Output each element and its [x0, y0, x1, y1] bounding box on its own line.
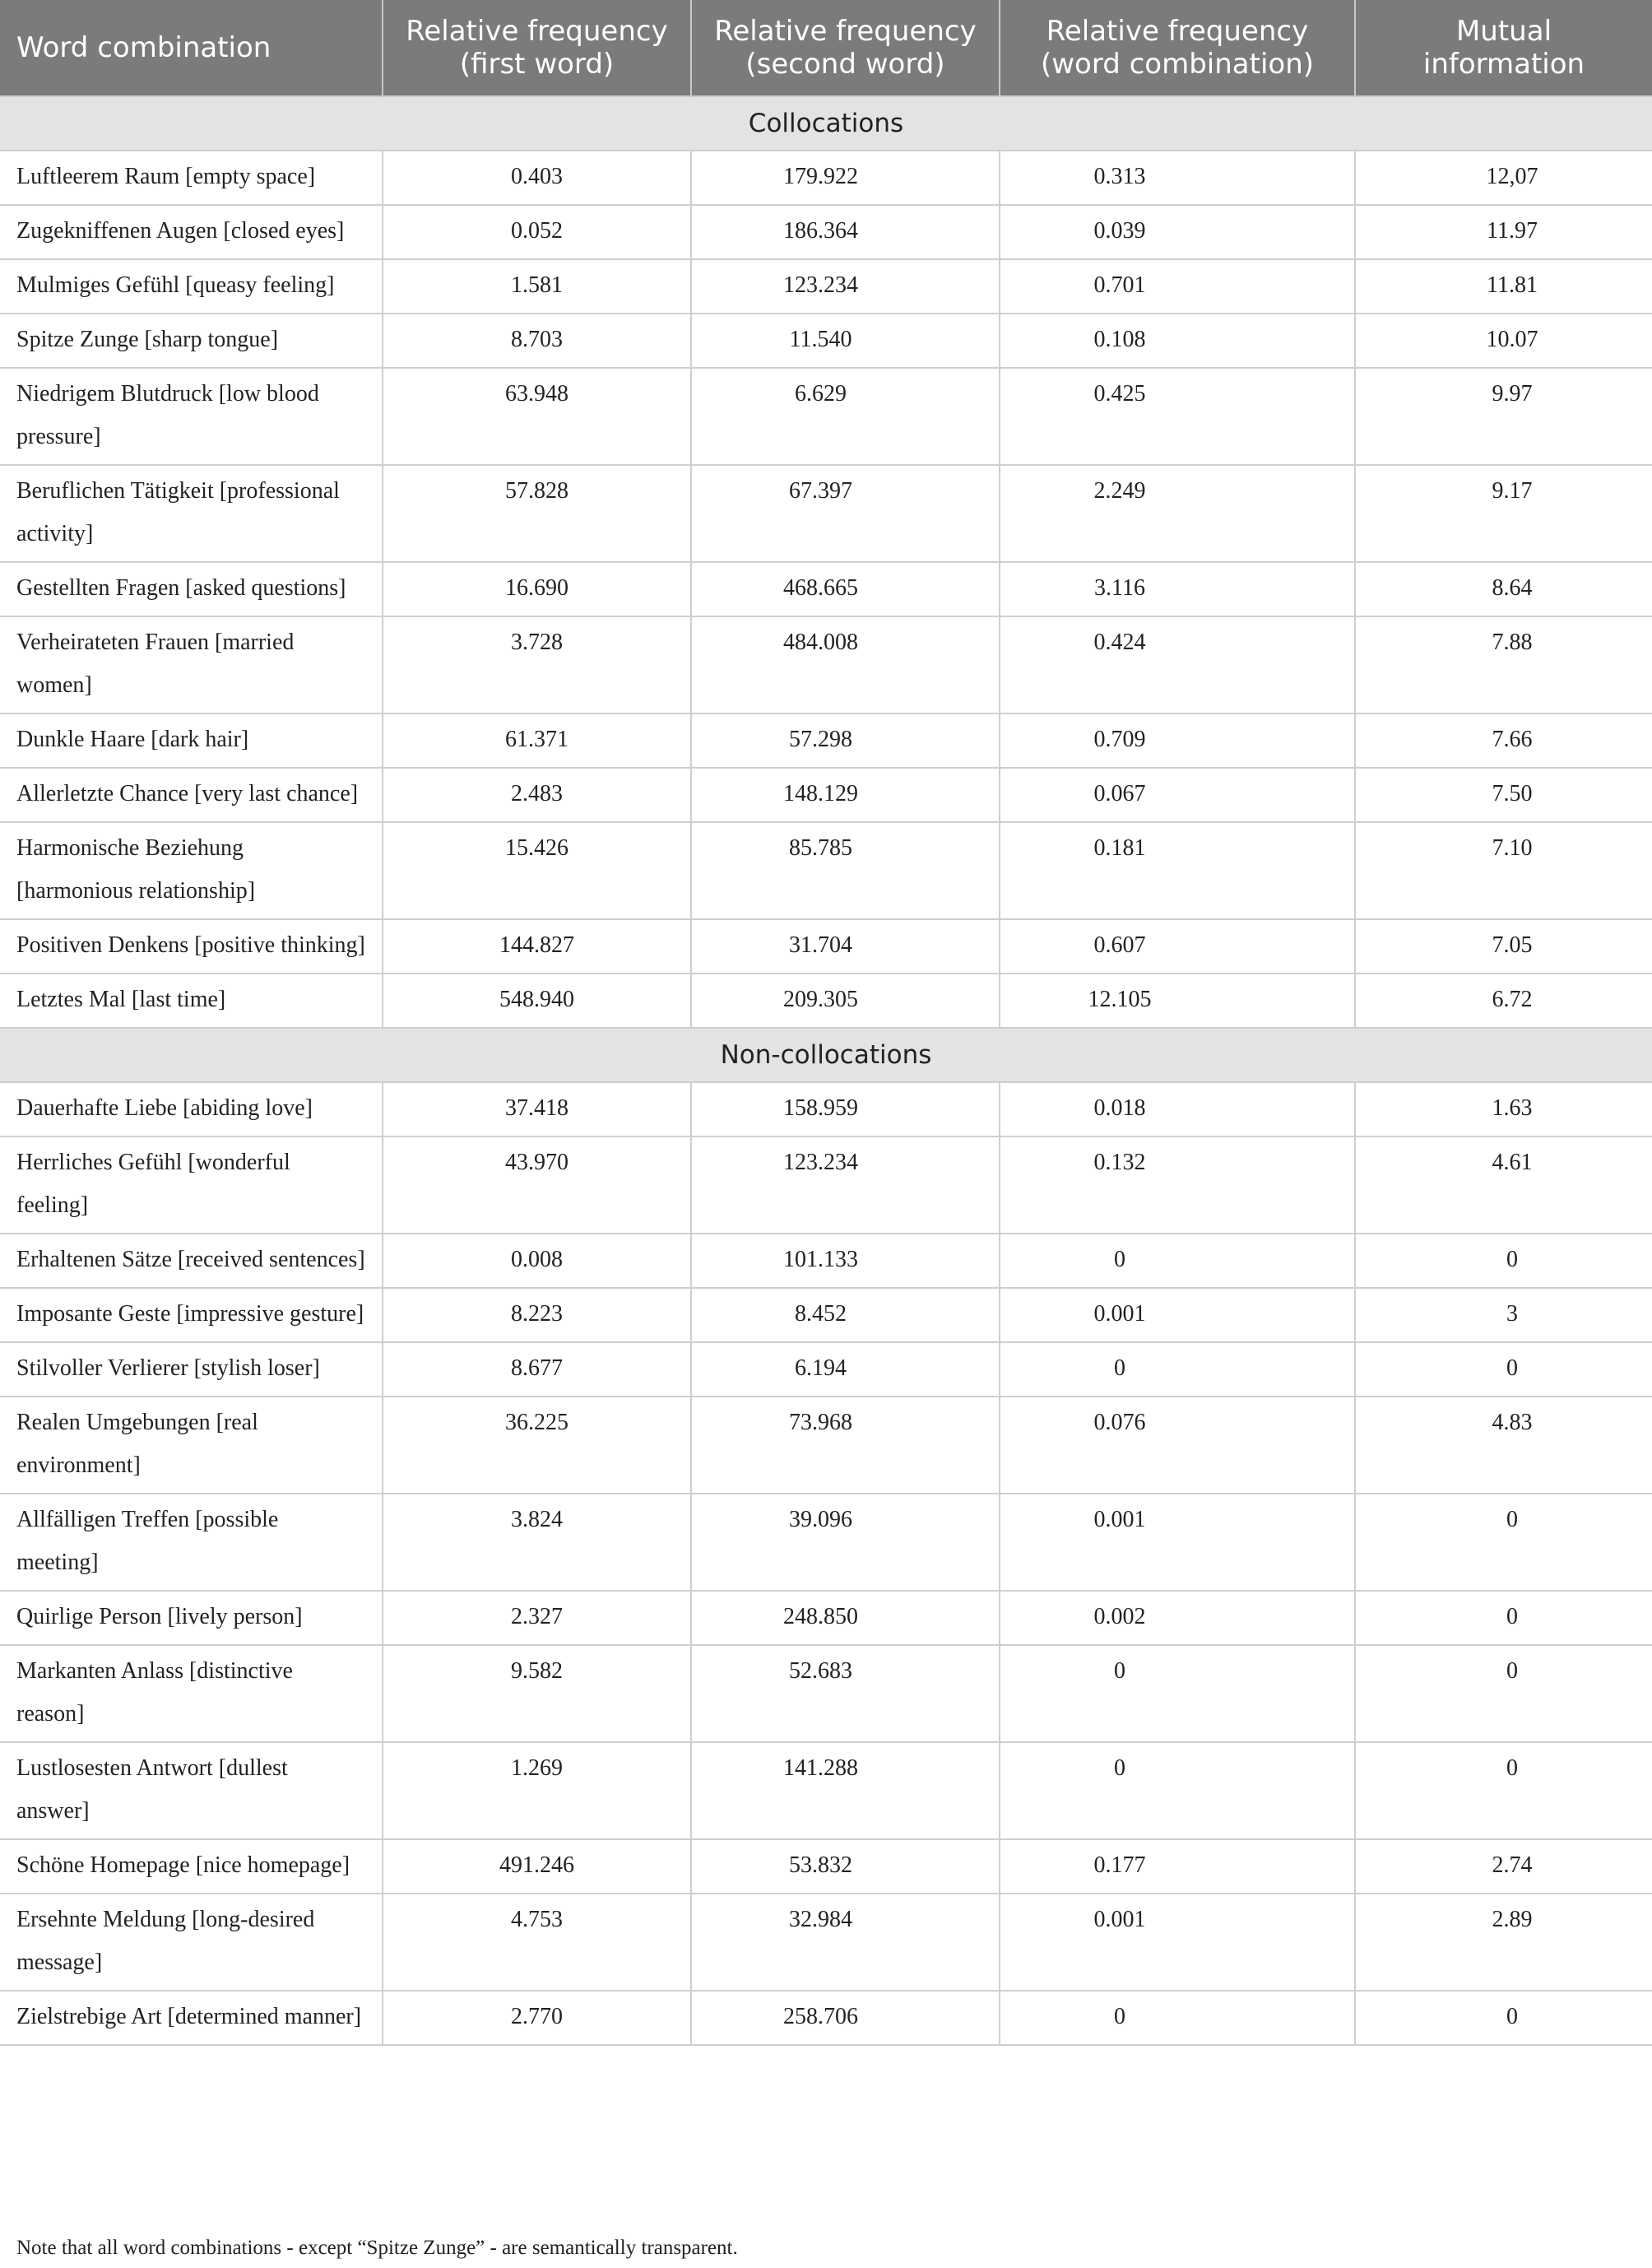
rel-freq-first-cell: 2.483 [383, 768, 691, 822]
rel-freq-first-cell: 3.824 [383, 1494, 691, 1591]
rel-freq-second-cell: 53.832 [691, 1839, 1000, 1894]
word-combination-cell: Zielstrebige Art [determined manner] [0, 1991, 383, 2045]
rel-freq-second-cell: 31.704 [691, 919, 1000, 974]
word-combination-cell: Spitze Zunge [sharp tongue] [0, 314, 383, 368]
rel-freq-first-cell: 36.225 [383, 1397, 691, 1494]
table-row [0, 314, 1652, 368]
word-combination-cell: Herrliches Gefühl [wonderful feeling] [0, 1136, 383, 1234]
table-row [0, 1991, 1652, 2045]
mutual-information-cell: 2.74 [1355, 1839, 1652, 1894]
mutual-information-cell: 0 [1355, 1591, 1652, 1645]
mutual-information-cell: 4.61 [1355, 1136, 1652, 1234]
table-row [0, 368, 1652, 465]
rel-freq-combination-cell: 0 [1000, 1645, 1355, 1742]
rel-freq-combination-cell: 0.001 [1000, 1288, 1355, 1342]
header-rel-freq-second: Relative frequency (second word) [691, 0, 1000, 96]
word-combination-cell: Harmonische Beziehung [harmonious relationship] [0, 822, 383, 919]
table-row [0, 205, 1652, 259]
mutual-information-cell: 4.83 [1355, 1397, 1652, 1494]
rel-freq-combination-cell: 0.002 [1000, 1591, 1355, 1645]
rel-freq-combination-cell: 0 [1000, 1234, 1355, 1288]
word-combination-cell: Letztes Mal [last time] [0, 974, 383, 1028]
word-combination-cell: Mulmiges Gefühl [queasy feeling] [0, 259, 383, 314]
rel-freq-second-cell: 57.298 [691, 713, 1000, 768]
rel-freq-second-cell: 6.194 [691, 1342, 1000, 1397]
rel-freq-second-cell: 32.984 [691, 1894, 1000, 1991]
table-note: Note that all word combinations - except “Spitze Zunge” - are semantically transparent. [16, 2237, 738, 2259]
rel-freq-combination-cell: 0.424 [1000, 616, 1355, 713]
table-row [0, 1742, 1652, 1839]
table-row [0, 151, 1652, 205]
table-header [0, 0, 1652, 96]
mutual-information-cell: 2.89 [1355, 1894, 1652, 1991]
rel-freq-second-cell: 52.683 [691, 1645, 1000, 1742]
rel-freq-combination-cell: 0.067 [1000, 768, 1355, 822]
rel-freq-first-cell: 0.052 [383, 205, 691, 259]
header-mutual-information: Mutual information [1355, 0, 1652, 96]
rel-freq-second-cell: 85.785 [691, 822, 1000, 919]
word-combination-cell: Beruflichen Tätigkeit [professional activity] [0, 465, 383, 562]
rel-freq-first-cell: 16.690 [383, 562, 691, 616]
rel-freq-second-cell: 11.540 [691, 314, 1000, 368]
word-combination-cell: Dauerhafte Liebe [abiding love] [0, 1082, 383, 1136]
rel-freq-second-cell: 123.234 [691, 259, 1000, 314]
rel-freq-second-cell: 248.850 [691, 1591, 1000, 1645]
rel-freq-second-cell: 67.397 [691, 465, 1000, 562]
mutual-information-cell: 7.50 [1355, 768, 1652, 822]
rel-freq-combination-cell: 0.425 [1000, 368, 1355, 465]
rel-freq-combination-cell: 0.181 [1000, 822, 1355, 919]
header-rel-freq-combination: Relative frequency (word combination) [1000, 0, 1355, 96]
header-word-combination: Word combination [0, 0, 383, 96]
rel-freq-combination-cell: 12.105 [1000, 974, 1355, 1028]
rel-freq-second-cell: 484.008 [691, 616, 1000, 713]
table-row [0, 1645, 1652, 1742]
mutual-information-cell: 3 [1355, 1288, 1652, 1342]
rel-freq-second-cell: 6.629 [691, 368, 1000, 465]
word-combination-cell: Niedrigem Blutdruck [low blood pressure] [0, 368, 383, 465]
word-combination-cell: Realen Umgebungen [real environment] [0, 1397, 383, 1494]
rel-freq-combination-cell: 0 [1000, 1742, 1355, 1839]
rel-freq-combination-cell: 0.132 [1000, 1136, 1355, 1234]
table-row [0, 1494, 1652, 1591]
rel-freq-combination-cell: 0.039 [1000, 205, 1355, 259]
mutual-information-cell: 7.05 [1355, 919, 1652, 974]
rel-freq-combination-cell: 0.001 [1000, 1894, 1355, 1991]
rel-freq-combination-cell: 0.001 [1000, 1494, 1355, 1591]
table-row [0, 768, 1652, 822]
rel-freq-combination-cell: 0.108 [1000, 314, 1355, 368]
word-combination-cell: Schöne Homepage [nice homepage] [0, 1839, 383, 1894]
word-combination-cell: Quirlige Person [lively person] [0, 1591, 383, 1645]
rel-freq-first-cell: 548.940 [383, 974, 691, 1028]
section-title: Non-collocations [0, 1028, 1652, 1082]
rel-freq-second-cell: 141.288 [691, 1742, 1000, 1839]
rel-freq-first-cell: 8.677 [383, 1342, 691, 1397]
word-combination-cell: Luftleerem Raum [empty space] [0, 151, 383, 205]
rel-freq-combination-cell: 0 [1000, 1991, 1355, 2045]
mutual-information-cell: 7.10 [1355, 822, 1652, 919]
word-combination-cell: Gestellten Fragen [asked questions] [0, 562, 383, 616]
rel-freq-first-cell: 2.770 [383, 1991, 691, 2045]
mutual-information-cell: 0 [1355, 1234, 1652, 1288]
word-combination-cell: Verheirateten Frauen [married women] [0, 616, 383, 713]
rel-freq-second-cell: 179.922 [691, 151, 1000, 205]
word-combination-cell: Imposante Geste [impressive gesture] [0, 1288, 383, 1342]
mutual-information-cell: 0 [1355, 1342, 1652, 1397]
rel-freq-first-cell: 57.828 [383, 465, 691, 562]
rel-freq-combination-cell: 3.116 [1000, 562, 1355, 616]
table-row [0, 713, 1652, 768]
table-row [0, 1839, 1652, 1894]
section-header-row [0, 1028, 1652, 1082]
mutual-information-cell: 0 [1355, 1742, 1652, 1839]
rel-freq-first-cell: 43.970 [383, 1136, 691, 1234]
mutual-information-cell: 7.88 [1355, 616, 1652, 713]
rel-freq-second-cell: 209.305 [691, 974, 1000, 1028]
rel-freq-first-cell: 63.948 [383, 368, 691, 465]
mutual-information-cell: 8.64 [1355, 562, 1652, 616]
table-row [0, 465, 1652, 562]
table-row [0, 1397, 1652, 1494]
rel-freq-combination-cell: 0.701 [1000, 259, 1355, 314]
rel-freq-first-cell: 0.403 [383, 151, 691, 205]
table-row [0, 259, 1652, 314]
rel-freq-first-cell: 4.753 [383, 1894, 691, 1991]
rel-freq-first-cell: 61.371 [383, 713, 691, 768]
table-row [0, 1136, 1652, 1234]
table-row [0, 616, 1652, 713]
header-rel-freq-first: Relative frequency (first word) [383, 0, 691, 96]
table-row [0, 822, 1652, 919]
mutual-information-cell: 11.81 [1355, 259, 1652, 314]
word-combination-cell: Positiven Denkens [positive thinking] [0, 919, 383, 974]
mutual-information-cell: 6.72 [1355, 974, 1652, 1028]
mutual-information-cell: 10.07 [1355, 314, 1652, 368]
rel-freq-second-cell: 468.665 [691, 562, 1000, 616]
rel-freq-combination-cell: 0.709 [1000, 713, 1355, 768]
word-combination-cell: Markanten Anlass [distinctive reason] [0, 1645, 383, 1742]
rel-freq-second-cell: 73.968 [691, 1397, 1000, 1494]
mutual-information-cell: 9.97 [1355, 368, 1652, 465]
rel-freq-first-cell: 9.582 [383, 1645, 691, 1742]
table-row [0, 562, 1652, 616]
rel-freq-first-cell: 1.269 [383, 1742, 691, 1839]
table-row [0, 1894, 1652, 1991]
section-header-row [0, 96, 1652, 151]
table-row [0, 1288, 1652, 1342]
rel-freq-combination-cell: 0.018 [1000, 1082, 1355, 1136]
rel-freq-combination-cell: 2.249 [1000, 465, 1355, 562]
rel-freq-second-cell: 186.364 [691, 205, 1000, 259]
word-combination-cell: Lustlosesten Antwort [dullest answer] [0, 1742, 383, 1839]
word-combination-cell: Zugekniffenen Augen [closed eyes] [0, 205, 383, 259]
rel-freq-first-cell: 8.703 [383, 314, 691, 368]
rel-freq-second-cell: 123.234 [691, 1136, 1000, 1234]
rel-freq-first-cell: 2.327 [383, 1591, 691, 1645]
table-row [0, 1234, 1652, 1288]
rel-freq-second-cell: 148.129 [691, 768, 1000, 822]
word-combination-cell: Stilvoller Verlierer [stylish loser] [0, 1342, 383, 1397]
rel-freq-second-cell: 8.452 [691, 1288, 1000, 1342]
mutual-information-cell: 11.97 [1355, 205, 1652, 259]
word-combination-cell: Allfälligen Treffen [possible meeting] [0, 1494, 383, 1591]
word-combination-cell: Dunkle Haare [dark hair] [0, 713, 383, 768]
table-row [0, 974, 1652, 1028]
rel-freq-first-cell: 144.827 [383, 919, 691, 974]
rel-freq-combination-cell: 0.177 [1000, 1839, 1355, 1894]
mutual-information-cell: 1.63 [1355, 1082, 1652, 1136]
table-row [0, 1082, 1652, 1136]
mutual-information-cell: 12,07 [1355, 151, 1652, 205]
word-combination-cell: Ersehnte Meldung [long-desired message] [0, 1894, 383, 1991]
rel-freq-combination-cell: 0.076 [1000, 1397, 1355, 1494]
mutual-information-cell: 7.66 [1355, 713, 1652, 768]
word-combination-cell: Erhaltenen Sätze [received sentences] [0, 1234, 383, 1288]
table-row [0, 919, 1652, 974]
word-combination-cell: Allerletzte Chance [very last chance] [0, 768, 383, 822]
rel-freq-first-cell: 3.728 [383, 616, 691, 713]
rel-freq-second-cell: 258.706 [691, 1991, 1000, 2045]
mutual-information-cell: 0 [1355, 1494, 1652, 1591]
rel-freq-second-cell: 39.096 [691, 1494, 1000, 1591]
table-body [0, 96, 1652, 2045]
table-row [0, 1342, 1652, 1397]
rel-freq-first-cell: 0.008 [383, 1234, 691, 1288]
rel-freq-combination-cell: 0 [1000, 1342, 1355, 1397]
rel-freq-combination-cell: 0.607 [1000, 919, 1355, 974]
rel-freq-first-cell: 491.246 [383, 1839, 691, 1894]
mutual-information-cell: 0 [1355, 1645, 1652, 1742]
rel-freq-first-cell: 15.426 [383, 822, 691, 919]
mutual-information-cell: 0 [1355, 1991, 1652, 2045]
rel-freq-first-cell: 1.581 [383, 259, 691, 314]
mutual-information-cell: 9.17 [1355, 465, 1652, 562]
rel-freq-second-cell: 101.133 [691, 1234, 1000, 1288]
section-title: Collocations [0, 96, 1652, 151]
rel-freq-first-cell: 37.418 [383, 1082, 691, 1136]
table-row [0, 1591, 1652, 1645]
rel-freq-second-cell: 158.959 [691, 1082, 1000, 1136]
rel-freq-first-cell: 8.223 [383, 1288, 691, 1342]
rel-freq-combination-cell: 0.313 [1000, 151, 1355, 205]
